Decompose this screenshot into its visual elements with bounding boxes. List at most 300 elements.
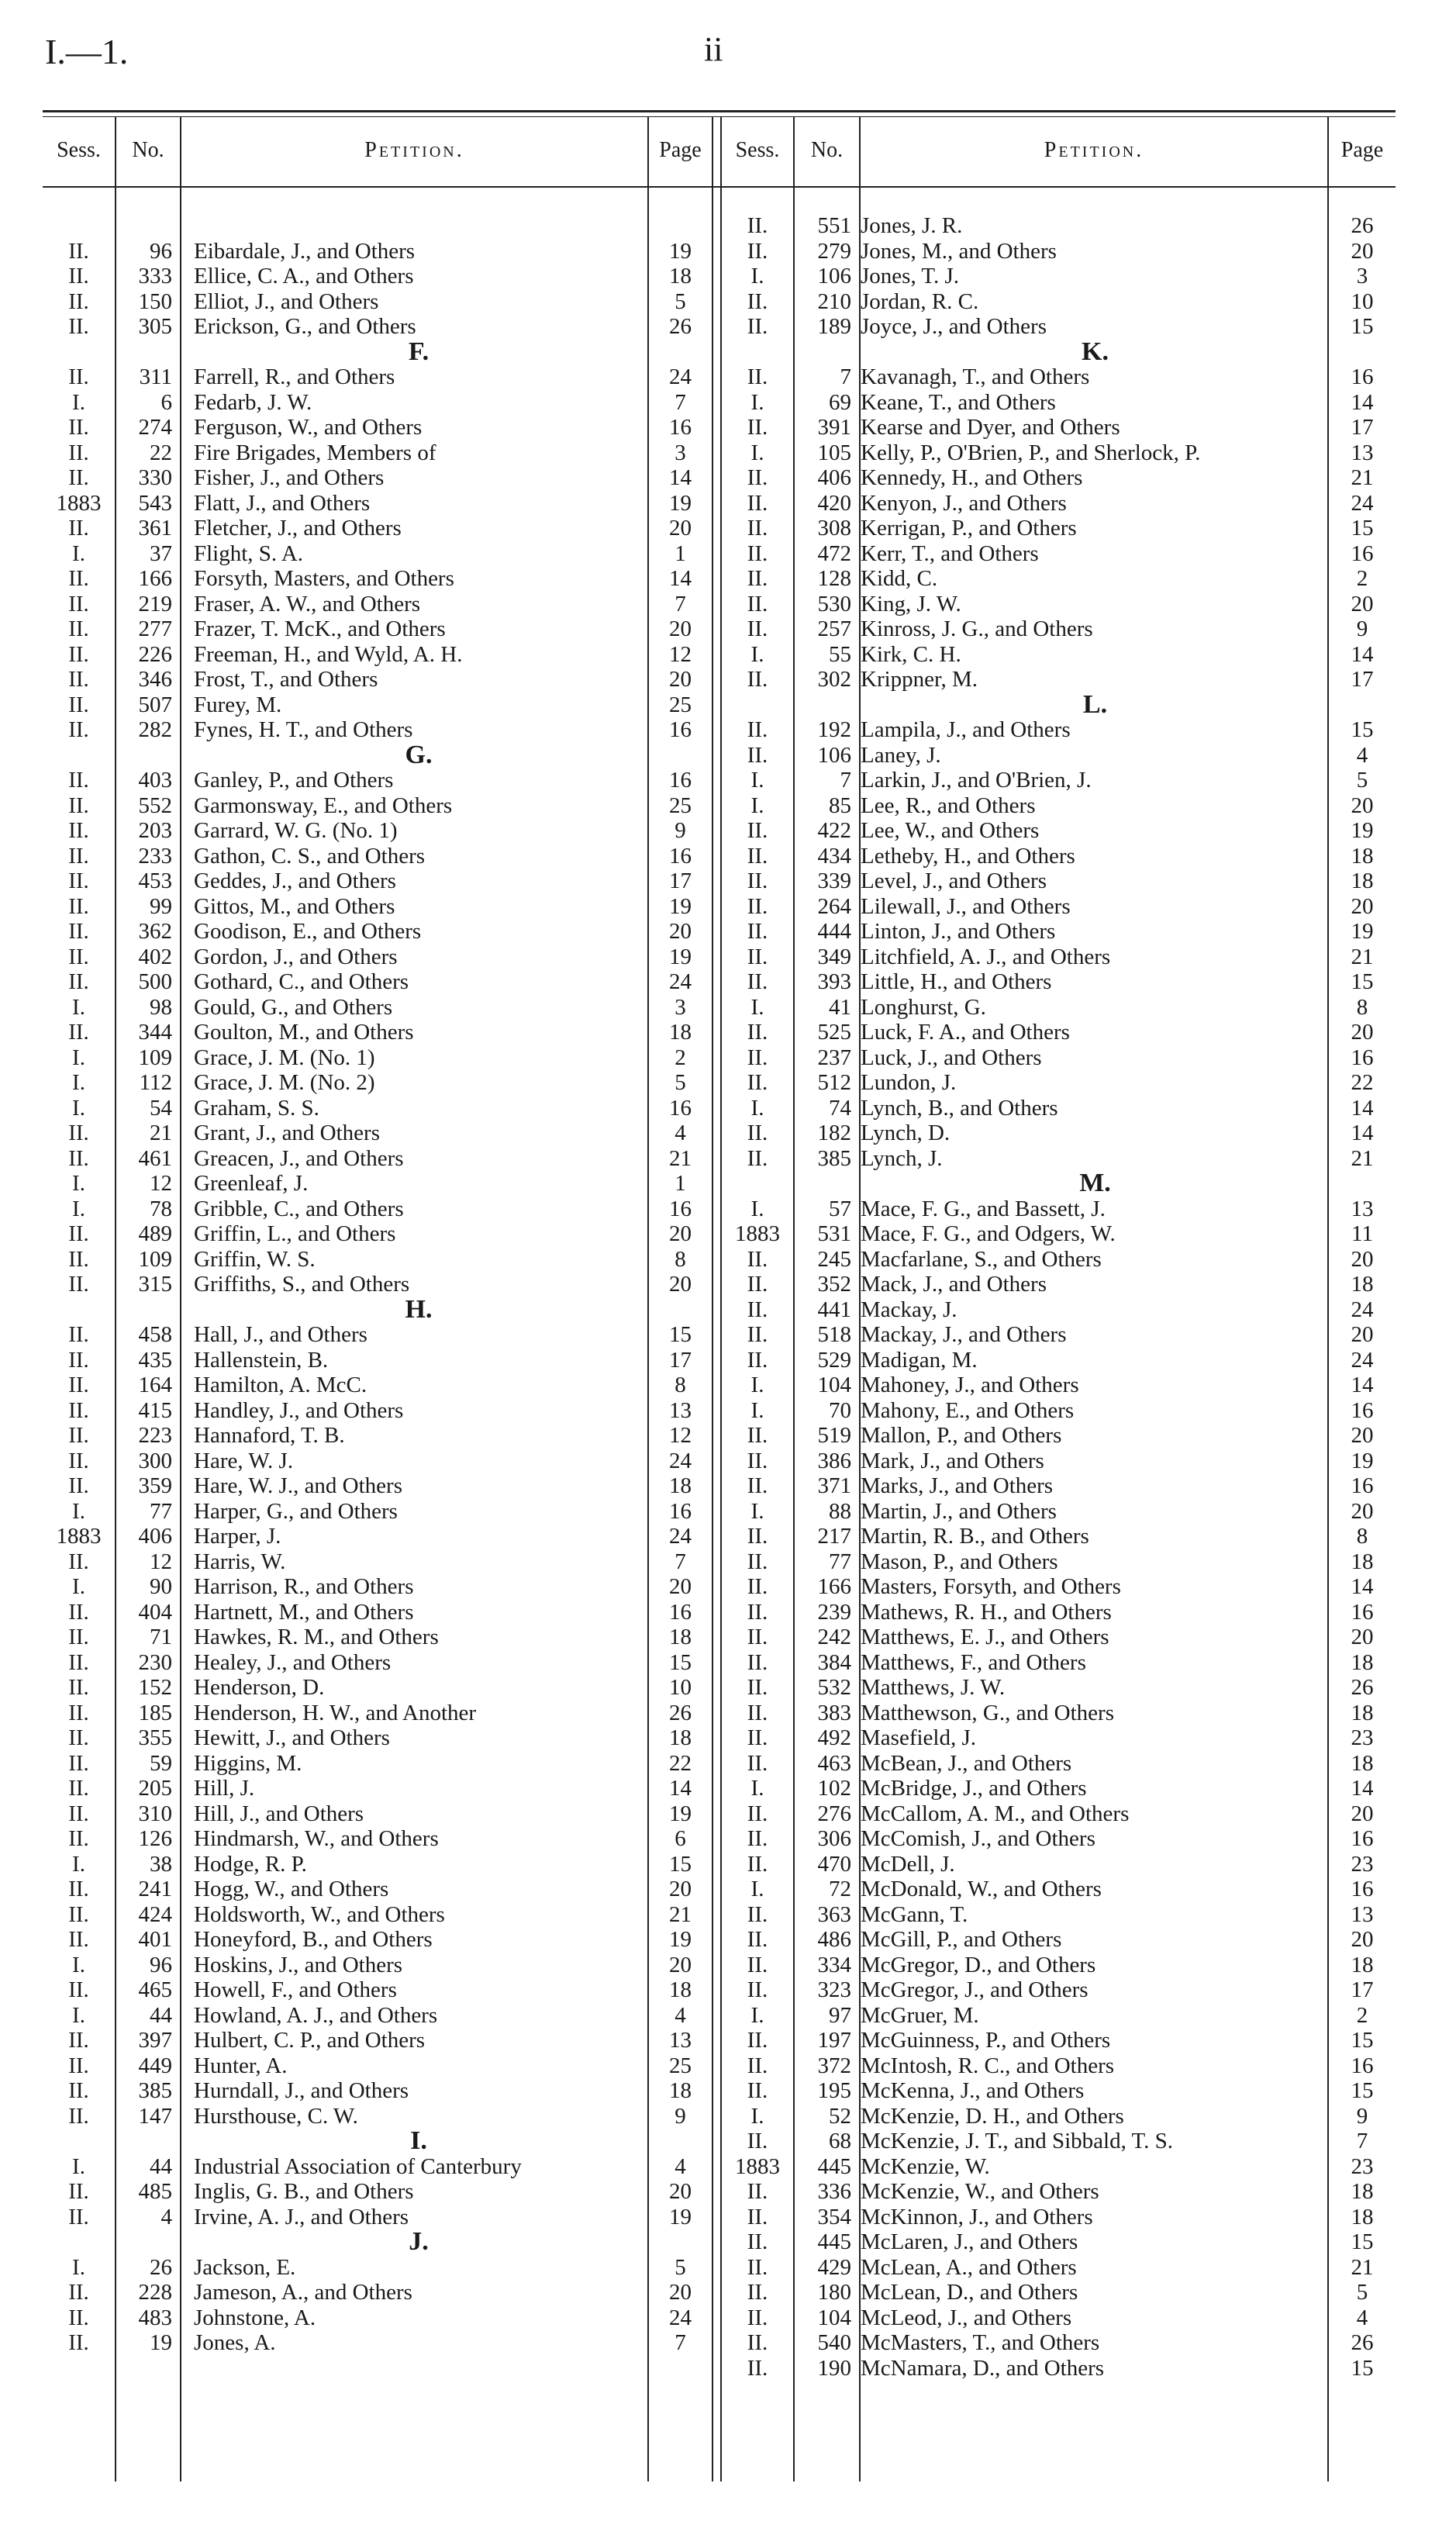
session-cell: II. <box>68 2280 89 2305</box>
index-row <box>43 516 712 541</box>
session-cell: II. <box>747 1700 768 1725</box>
number-cell: 305 <box>138 314 172 339</box>
page-cell: 19 <box>669 238 692 264</box>
session-cell: II. <box>747 415 768 440</box>
number-cell: 383 <box>817 1700 851 1725</box>
index-row <box>43 1725 712 1751</box>
index-row <box>722 1600 1396 1625</box>
number-cell: 69 <box>829 389 851 415</box>
number-cell: 197 <box>817 2028 851 2053</box>
index-row <box>43 1625 712 1650</box>
petition-cell: Kenyon, J., and Others <box>861 490 1067 516</box>
number-cell: 485 <box>138 2179 172 2204</box>
number-cell: 543 <box>138 490 172 516</box>
page-cell: 25 <box>669 2053 692 2078</box>
session-cell: II. <box>747 2179 768 2204</box>
page-cell: 20 <box>669 1877 692 1901</box>
session-cell: II. <box>747 2280 768 2305</box>
petition-cell: Jones, J. R. <box>861 213 963 238</box>
petition-cell: Macfarlane, S., and Others <box>861 1246 1102 1272</box>
petition-cell: Hursthouse, C. W. <box>194 2103 358 2129</box>
petition-cell: Greenleaf, J. <box>194 1171 309 1196</box>
session-cell: II. <box>747 742 768 768</box>
session-cell: II. <box>747 2129 768 2153</box>
index-row <box>722 1725 1396 1751</box>
page-cell: 19 <box>669 2204 692 2229</box>
page-cell: 3 <box>675 994 686 1020</box>
page-cell: 18 <box>1351 1750 1374 1776</box>
page-cell: 20 <box>1351 893 1374 919</box>
number-cell: 315 <box>138 1272 172 1297</box>
index-row <box>722 768 1396 793</box>
number-cell: 85 <box>829 793 851 818</box>
number-cell: 228 <box>138 2280 172 2305</box>
index-row <box>722 1398 1396 1424</box>
page-cell: 16 <box>669 1095 692 1121</box>
number-cell: 404 <box>138 1599 172 1625</box>
index-row <box>43 1247 712 1273</box>
index-row <box>43 465 712 491</box>
session-cell: II. <box>68 1347 89 1373</box>
petition-cell: Irvine, A. J., and Others <box>194 2204 409 2229</box>
top-rule-thin <box>43 116 1396 117</box>
page-cell: 15 <box>669 1649 692 1675</box>
number-cell: 44 <box>150 2002 172 2028</box>
petition-cell: Johnstone, A. <box>194 2305 316 2330</box>
session-cell: II. <box>68 717 89 742</box>
number-cell: 210 <box>817 288 851 314</box>
petition-cell: McGruer, M. <box>861 2002 979 2028</box>
number-cell: 362 <box>138 919 172 944</box>
header-sess: Sess. <box>735 138 780 162</box>
index-row <box>722 1272 1396 1297</box>
number-cell: 276 <box>817 1801 851 1826</box>
header-page: Page <box>659 138 702 162</box>
page-cell: 26 <box>669 1700 692 1725</box>
index-row <box>722 1953 1396 1978</box>
session-cell: II. <box>747 1599 768 1625</box>
session-cell: II. <box>68 566 89 591</box>
session-cell: II. <box>68 1700 89 1725</box>
number-cell: 112 <box>139 1070 172 1095</box>
petition-cell: Kelly, P., O'Brien, P., and Sherlock, P. <box>861 440 1201 465</box>
index-row <box>722 616 1396 642</box>
index-row <box>722 213 1396 239</box>
petition-cell: Frazer, T. McK., and Others <box>194 616 446 641</box>
session-cell: I. <box>72 1196 85 1221</box>
session-cell: II. <box>68 264 89 288</box>
petition-cell: Farrell, R., and Others <box>194 364 395 389</box>
page-cell: 16 <box>1351 2053 1374 2078</box>
session-cell: II. <box>747 213 768 238</box>
page-cell: 15 <box>669 1851 692 1877</box>
page-cell: 17 <box>669 869 692 893</box>
number-cell: 239 <box>817 1599 851 1625</box>
page-cell: 26 <box>1351 1675 1374 1700</box>
page-number: ii <box>704 30 723 68</box>
index-row <box>43 2280 712 2305</box>
petition-cell: Luck, J., and Others <box>861 1045 1042 1070</box>
session-cell: II. <box>747 667 768 692</box>
index-row <box>722 314 1396 340</box>
page-cell: 20 <box>1351 793 1374 818</box>
petition-cell: McLeod, J., and Others <box>861 2305 1072 2330</box>
petition-cell: McBridge, J., and Others <box>861 1776 1087 1801</box>
index-row <box>722 1197 1396 1222</box>
page-cell: 13 <box>1351 440 1374 465</box>
session-cell: II. <box>747 1675 768 1700</box>
petition-cell: Higgins, M. <box>194 1750 302 1776</box>
session-cell: II. <box>747 1725 768 1750</box>
header-petition: Petition. <box>1044 138 1144 162</box>
index-row <box>722 1473 1396 1499</box>
session-cell: II. <box>68 2305 89 2330</box>
petition-cell: Erickson, G., and Others <box>194 314 416 339</box>
index-row <box>722 2330 1396 2356</box>
number-cell: 384 <box>817 1649 851 1675</box>
page-cell: 9 <box>675 818 686 843</box>
petition-cell: Hoskins, J., and Others <box>194 1952 403 1977</box>
session-cell: II. <box>68 1549 89 1574</box>
page-cell: 26 <box>669 314 692 339</box>
session-cell: II. <box>747 1549 768 1574</box>
session-cell: I. <box>72 389 85 415</box>
petition-cell: Jameson, A., and Others <box>194 2280 412 2305</box>
index-row <box>43 1826 712 1852</box>
number-cell: 126 <box>138 1826 172 1851</box>
page-cell: 18 <box>1351 843 1374 869</box>
number-cell: 185 <box>138 1700 172 1725</box>
number-cell: 525 <box>817 1020 851 1045</box>
petition-cell: Matthews, F., and Others <box>861 1649 1086 1675</box>
session-cell: II. <box>747 566 768 591</box>
page-cell: 24 <box>669 364 692 389</box>
session-cell: 1883 <box>56 490 102 516</box>
session-cell: II. <box>747 1801 768 1826</box>
petition-cell: Ellice, C. A., and Others <box>194 264 414 288</box>
number-cell: 354 <box>817 2204 851 2229</box>
session-cell: II. <box>747 1750 768 1776</box>
session-cell: I. <box>750 994 764 1020</box>
index-row <box>722 2104 1396 2129</box>
index-row <box>722 995 1396 1021</box>
number-cell: 282 <box>138 717 172 742</box>
session-cell: II. <box>747 364 768 389</box>
page-cell: 18 <box>669 1725 692 1750</box>
index-row <box>43 844 712 869</box>
number-cell: 393 <box>817 969 851 994</box>
number-cell: 346 <box>138 667 172 692</box>
number-cell: 74 <box>829 1095 851 1121</box>
page-cell: 18 <box>1351 1549 1374 1574</box>
petition-cell: Greacen, J., and Others <box>194 1145 404 1171</box>
session-cell: II. <box>747 1145 768 1171</box>
number-cell: 483 <box>138 2305 172 2330</box>
petition-cell: McIntosh, R. C., and Others <box>861 2053 1115 2078</box>
petition-cell: Grant, J., and Others <box>194 1121 381 1145</box>
index-row <box>43 213 712 239</box>
number-cell: 54 <box>150 1095 172 1121</box>
number-cell: 540 <box>817 2330 851 2355</box>
petition-cell: Lampila, J., and Others <box>861 717 1071 742</box>
index-row <box>43 642 712 668</box>
session-cell: II. <box>68 919 89 944</box>
page-cell: 15 <box>1351 314 1374 339</box>
number-cell: 192 <box>817 717 851 742</box>
petition-cell: Hewitt, J., and Others <box>194 1725 390 1750</box>
session-cell: I. <box>750 1498 764 1524</box>
session-cell: II. <box>68 1977 89 2002</box>
page-cell: 14 <box>1351 1095 1374 1121</box>
petition-cell: Martin, R. B., and Others <box>861 1524 1089 1549</box>
petition-cell: Hartnett, M., and Others <box>194 1599 414 1625</box>
index-row <box>43 2104 712 2129</box>
number-cell: 128 <box>817 566 851 591</box>
number-cell: 7 <box>840 768 851 793</box>
section-letter: M. <box>1079 1169 1111 1197</box>
index-row <box>722 1070 1396 1096</box>
petition-cell: Marks, J., and Others <box>861 1473 1054 1498</box>
petition-cell: Joyce, J., and Others <box>861 314 1047 339</box>
index-row <box>722 1902 1396 1928</box>
number-cell: 150 <box>138 288 172 314</box>
petition-cell: McLaren, J., and Others <box>861 2229 1078 2254</box>
session-cell: II. <box>747 1121 768 1145</box>
index-row <box>43 945 712 970</box>
petition-cell: Flatt, J., and Others <box>194 490 371 516</box>
petition-cell: Flight, S. A. <box>194 540 304 566</box>
number-cell: 7 <box>840 364 851 389</box>
header-no: No. <box>132 138 164 162</box>
petition-cell: Lynch, J. <box>861 1145 943 1171</box>
page-cell: 20 <box>669 667 692 692</box>
petition-cell: Henderson, D. <box>194 1675 325 1700</box>
index-row <box>43 1877 712 1902</box>
page-cell: 5 <box>675 288 686 314</box>
session-cell: II. <box>747 1977 768 2002</box>
session-cell: II. <box>747 919 768 944</box>
petition-cell: Lee, W., and Others <box>861 818 1040 843</box>
number-cell: 507 <box>138 692 172 717</box>
session-cell: II. <box>68 1020 89 1045</box>
session-cell: II. <box>747 288 768 314</box>
index-row <box>722 2179 1396 2205</box>
petition-cell: Freeman, H., and Wyld, A. H. <box>194 641 463 667</box>
page-cell: 4 <box>1356 2305 1368 2330</box>
session-cell: II. <box>68 440 89 465</box>
petition-cell: Matthews, J. W. <box>861 1675 1006 1700</box>
page-cell: 16 <box>1351 1473 1374 1498</box>
petition-cell: Graham, S. S. <box>194 1095 319 1121</box>
number-cell: 512 <box>817 1070 851 1095</box>
number-cell: 26 <box>150 2254 172 2280</box>
page-cell: 25 <box>669 793 692 818</box>
session-cell: II. <box>68 1877 89 1901</box>
number-cell: 233 <box>138 843 172 869</box>
session-cell: I. <box>72 1498 85 1524</box>
page-cell: 17 <box>1351 1977 1374 2002</box>
index-row <box>43 1045 712 1071</box>
petition-cell: Kinross, J. G., and Others <box>861 616 1093 641</box>
petition-cell: Mahony, E., and Others <box>861 1397 1075 1423</box>
index-row <box>43 1675 712 1701</box>
session-cell: II. <box>68 2179 89 2204</box>
page-cell: 12 <box>669 641 692 667</box>
page-cell: 22 <box>669 1750 692 1776</box>
petition-cell: Jones, M., and Others <box>861 238 1057 264</box>
petition-cell: Matthewson, G., and Others <box>861 1700 1115 1725</box>
page-cell: 14 <box>1351 1776 1374 1801</box>
page-cell: 20 <box>1351 1927 1374 1952</box>
index-row <box>722 717 1396 743</box>
page-cell: 9 <box>1356 616 1368 641</box>
section-letter: G. <box>405 740 433 769</box>
page-cell: 24 <box>669 2305 692 2330</box>
number-cell: 38 <box>150 1851 172 1877</box>
index-row <box>722 1146 1396 1172</box>
session-cell: II. <box>747 1297 768 1322</box>
page-cell: 13 <box>669 2028 692 2053</box>
petition-cell: Kerr, T., and Others <box>861 540 1039 566</box>
number-cell: 445 <box>817 2153 851 2179</box>
index-row <box>722 592 1396 617</box>
number-cell: 330 <box>138 465 172 490</box>
page-cell: 7 <box>675 389 686 415</box>
petition-cell: Harper, G., and Others <box>194 1498 398 1524</box>
petition-cell: Goulton, M., and Others <box>194 1020 414 1045</box>
index-row <box>43 2305 712 2331</box>
index-row <box>722 1322 1396 1348</box>
index-row <box>722 844 1396 869</box>
page-cell: 20 <box>1351 591 1374 616</box>
index-row <box>43 1272 712 1297</box>
index-row <box>43 1423 712 1449</box>
number-cell: 453 <box>138 869 172 893</box>
index-row <box>43 1398 712 1424</box>
petition-cell: McGill, P., and Others <box>861 1927 1062 1952</box>
petition-cell: Holdsworth, W., and Others <box>194 1901 445 1927</box>
petition-cell: McBean, J., and Others <box>861 1750 1072 1776</box>
index-row <box>43 2255 712 2281</box>
session-cell: II. <box>68 1246 89 1272</box>
petition-cell: McKinnon, J., and Others <box>861 2204 1093 2229</box>
session-cell: II. <box>68 1322 89 1347</box>
session-cell: I. <box>72 1070 85 1095</box>
index-row <box>722 1826 1396 1852</box>
number-cell: 492 <box>817 1725 851 1750</box>
session-cell: II. <box>747 616 768 641</box>
session-cell: II. <box>68 1725 89 1750</box>
session-cell: II. <box>747 2204 768 2229</box>
number-cell: 230 <box>138 1649 172 1675</box>
petition-cell: Larkin, J., and O'Brien, J. <box>861 768 1092 793</box>
session-cell: II. <box>747 1901 768 1927</box>
index-row <box>43 566 712 592</box>
index-row <box>43 1146 712 1172</box>
page-cell: 18 <box>1351 2204 1374 2229</box>
session-cell: II. <box>68 969 89 994</box>
index-row <box>722 264 1396 289</box>
number-cell: 372 <box>817 2053 851 2078</box>
petition-cell: Harris, W. <box>194 1549 286 1574</box>
index-row <box>722 1701 1396 1726</box>
number-cell: 166 <box>817 1574 851 1599</box>
index-row <box>722 1423 1396 1449</box>
page-cell: 20 <box>1351 1246 1374 1272</box>
session-cell: II. <box>68 944 89 969</box>
session-cell: I. <box>72 1952 85 1977</box>
session-cell: II. <box>68 364 89 389</box>
petition-cell: Harper, J. <box>194 1524 281 1549</box>
index-row <box>43 692 712 718</box>
page-cell: 15 <box>1351 2028 1374 2053</box>
session-cell: II. <box>68 692 89 717</box>
petition-cell: Geddes, J., and Others <box>194 869 396 893</box>
index-row <box>722 2229 1396 2255</box>
petition-cell: Hodge, R. P. <box>194 1851 307 1877</box>
header-rule <box>43 186 1396 188</box>
session-cell: I. <box>750 1196 764 1221</box>
petition-cell: Mace, F. G., and Odgers, W. <box>861 1221 1116 1246</box>
session-cell: II. <box>747 2028 768 2053</box>
petition-cell: Kirk, C. H. <box>861 641 961 667</box>
number-cell: 422 <box>817 818 851 843</box>
page-cell: 19 <box>669 490 692 516</box>
page-cell: 24 <box>1351 1297 1374 1322</box>
index-row <box>43 894 712 920</box>
session-cell: II. <box>68 893 89 919</box>
number-cell: 164 <box>138 1373 172 1397</box>
number-cell: 6 <box>160 389 172 415</box>
page-cell: 4 <box>675 2153 686 2179</box>
index-row <box>722 919 1396 945</box>
number-cell: 445 <box>817 2229 851 2254</box>
page-cell: 17 <box>669 1347 692 1373</box>
index-row <box>722 465 1396 491</box>
page-cell: 20 <box>1351 1498 1374 1524</box>
number-cell: 109 <box>138 1045 172 1070</box>
index-row <box>43 1121 712 1146</box>
number-cell: 349 <box>817 944 851 969</box>
index-row <box>722 1373 1396 1398</box>
session-cell: II. <box>68 1423 89 1448</box>
number-cell: 385 <box>138 2078 172 2103</box>
index-row <box>43 440 712 466</box>
number-cell: 486 <box>817 1927 851 1952</box>
session-cell: I. <box>750 1776 764 1801</box>
index-row <box>722 440 1396 466</box>
session-cell: II. <box>68 415 89 440</box>
page-cell: 23 <box>1351 1725 1374 1750</box>
petition-cell: Hunter, A. <box>194 2053 288 2078</box>
petition-cell: Madigan, M. <box>861 1347 978 1373</box>
page-cell: 15 <box>1351 2078 1374 2103</box>
index-row <box>722 869 1396 894</box>
petition-cell: Elliot, J., and Others <box>194 288 379 314</box>
index-row <box>722 1927 1396 1953</box>
number-cell: 102 <box>817 1776 851 1801</box>
session-cell: II. <box>68 1145 89 1171</box>
session-cell: I. <box>750 641 764 667</box>
session-cell: II. <box>747 1020 768 1045</box>
session-cell: II. <box>68 768 89 793</box>
index-row <box>722 390 1396 416</box>
page-cell: 13 <box>1351 1196 1374 1221</box>
petition-cell: Eibardale, J., and Others <box>194 238 416 264</box>
index-row <box>722 1852 1396 1877</box>
petition-cell: Jordan, R. C. <box>861 288 979 314</box>
number-cell: 429 <box>817 2254 851 2280</box>
